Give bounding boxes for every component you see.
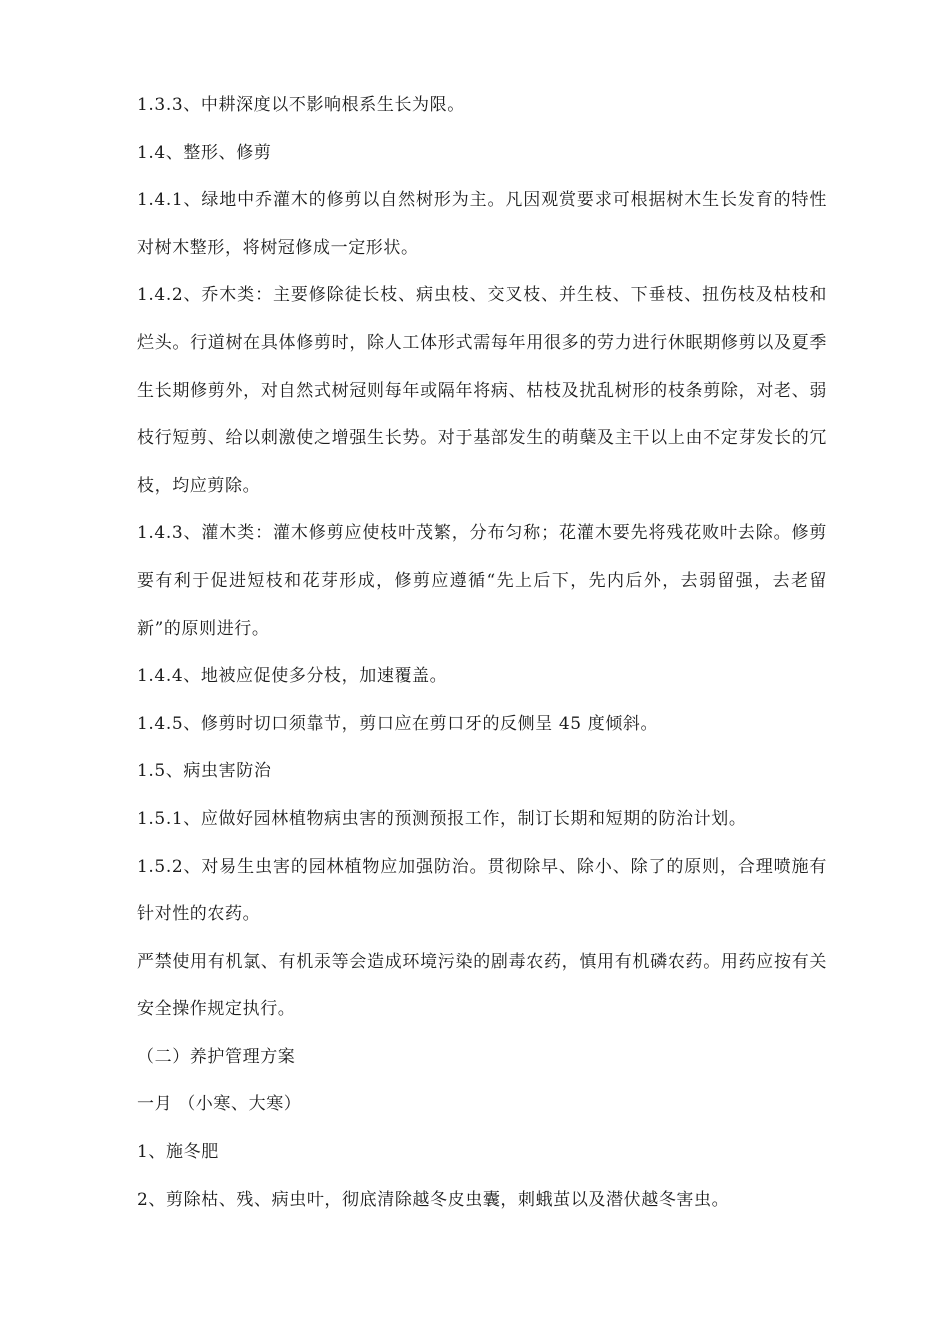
heading-1-5: 1.5、病虫害防治 <box>137 761 272 782</box>
paragraph-1-4-2: 1.4.2、乔木类：主要修除徒长枝、病虫枝、交叉枝、并生枝、下垂枝、扭伤枝及枯枝和烂头。行道树在具体修剪时，除人工体形式需每年用很多的劳力进行休眠期修剪以及夏季生长期修剪外，对自然式树冠则每年或隔年将病、枯枝及扰乱树形的枝条剪除，对老、弱枝行短剪、给以刺激使之增强生长势。对于基部发生的萌蘖及主干以上由不定芽发长的冗枝，均应剪除。 <box>137 285 827 496</box>
document-body <box>137 82 827 1224</box>
paragraph-1-4-3: 1.4.3、灌木类：灌木修剪应使枝叶茂繁，分布匀称；花灌木要先将残花败叶去除。修剪要有利于促进短枝和花芽形成，修剪应遵循“先上后下，先内后外，去弱留强，去老留新”的原则进行。 <box>137 523 827 639</box>
paragraph-1-4-5: 1.4.5、修剪时切口须靠节，剪口应在剪口牙的反侧呈 45 度倾斜。 <box>137 713 659 734</box>
paragraph-1-5-2: 1.5.2、对易生虫害的园林植物应加强防治。贯彻除早、除小、除了的原则，合理喷施有针对性的农药。 <box>137 856 827 925</box>
paragraph-1-5-1: 1.5.1、应做好园林植物病虫害的预测预报工作，制订长期和短期的防治计划。 <box>137 808 747 829</box>
heading-january: 一月 （小寒、大寒） <box>137 1094 302 1115</box>
list-item-2: 2、剪除枯、残、病虫叶，彻底清除越冬皮虫囊，刺蛾茧以及潜伏越冬害虫。 <box>137 1189 730 1210</box>
paragraph-1-4-4: 1.4.4、地被应促使多分枝，加速覆盖。 <box>137 666 448 687</box>
list-item-1: 1、施冬肥 <box>137 1142 219 1163</box>
paragraph-1-4-1: 1.4.1、绿地中乔灌木的修剪以自然树形为主。凡因观赏要求可根据树木生长发育的特性对树木整形，将树冠修成一定形状。 <box>137 190 827 258</box>
paragraph-pesticide-rule: 严禁使用有机氯、有机汞等会造成环境污染的剧毒农药，慎用有机磷农药。用药应按有关安全操作规定执行。 <box>137 951 827 1020</box>
paragraph-1-3-3: 1.3.3、中耕深度以不影响根系生长为限。 <box>137 95 465 115</box>
heading-1-4: 1.4、整形、修剪 <box>137 142 272 163</box>
heading-maintenance-plan: （二）养护管理方案 <box>137 1046 296 1067</box>
